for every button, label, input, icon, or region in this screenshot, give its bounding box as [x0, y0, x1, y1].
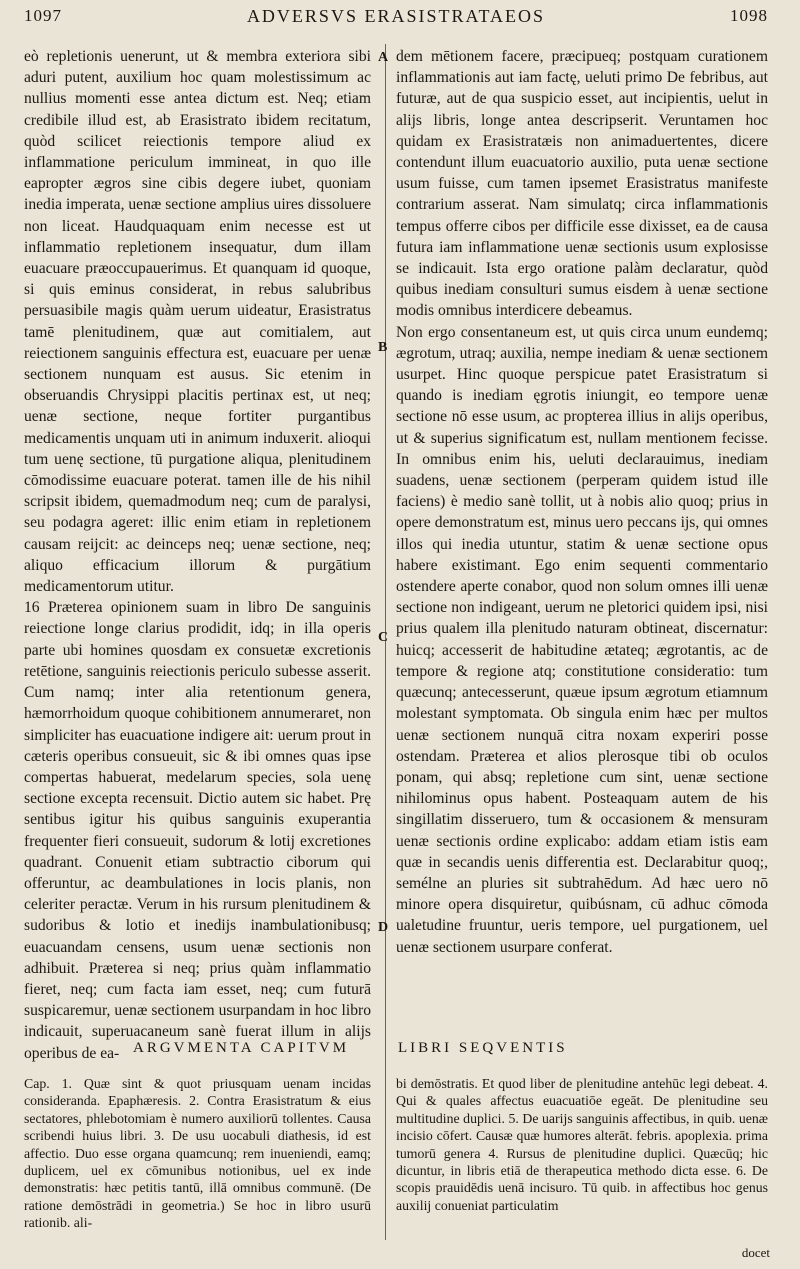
section-title-left: ARGVMENTA CAPITVM: [133, 1040, 350, 1056]
summary-right-text: bi demōstratis. Et quod liber de plenitudine antehūc legi debeat. 4. Qui & quales affectus euacuatiōe egeāt. De plenitudine seu multitudine duplici. 5. De uarijs sanguinis affectibus, in quib. uenæ incisio cōfert. Causæ quæ humores alterāt. febris. apoplexia. prima tumorū genera 4. Rursus de plenitudine duplici. Quæcūq; hic dicuntur, in libris etiā de therapeutica methodo dicta esse. 6. De scopis prauidēdis uenā incisuro. Tū quib. in affectibus hoc genus auxilij conueniat particulatim: [396, 1076, 768, 1213]
page-number-right: 1098: [730, 6, 768, 25]
margin-letter-a: A: [378, 50, 389, 65]
right-text-column: [396, 46, 768, 1014]
page-header: [24, 6, 768, 36]
right-paragraph-2: Non ergo consentaneum est, ut quis circa unum eundemq; ægrotum, utraq; auxilia, nempe inediam & uenæ sectionem usurpet. Hinc quoque perspicue patet Erasistratum si quando is inediam ęgrotis iniungit, eo tempore uenæ sectione nō esse usum, ac propterea illius in alijs operibus, ut & superius significatum est, nullam mentionem fecisse. In omnibus enim his, ueluti declarauimus, inediam suadens, uenæ sectionem (perperam quidem istud ille faciens) è medio sanè tollit, ut à nobis alio quoq; prius in opere demonstratum est, minus uero peccans ijs, qui omnes illos qui inedia utuntur, statim & uenæ sectione opus habere existimant. Ego enim sequenti commentario ostendere aperte conabor, quod non solum omnes illi uenæ sectione non indigeant, uerum ne pletorici quidem ipsi, nisi prius qualem illa plenitudo naturam obtineat, discernatur: huicq; accesserit de habitudine ætateq; ægrotantis, ac de tempore & regione atq; constitutione consideratio: tum quæcunq; antecesserunt, quæue ipsum ægrotum etiamnum molestant symptomata. Ob singula enim hæc per multos uenæ sectionem nunquā citra noxam experiri posse ostendam. Præterea et alios plerosque tibi ob oculos ponam, qui absq; repletione cum sint, uenæ sectione nihilominus opus habent. Posteaquam autem de his singillatim disseruero, tum & occasionem & mensuram uenæ sectionis ordine explicabo: addam etiam istis eam quæ in secandis uenis differentia est. Declarabitur quoq;, semélne an pluries sit subtrahēdum. Ad hæc uero nō minore opera disquiretur, quibúsnam, cū adhuc cōmoda ualetudine fruuntur, ueris tempore, uel purgationem, uel uenæ sectionem usurpare conferat.: [396, 323, 768, 956]
right-paragraph-1: dem mētionem facere, præcipueq; postquam curationem inflammationis aut iam factę, ueluti primo De febribus, aut futuræ, aut de qua suspicio esset, aut incipientis, uelut in alijs libris, longe antea descripserit. Veruntamen hoc quidam ex Erasistratæis non animaduertentes, dicere contendunt illum euacuatorio auxilio, puta uenæ sectione usum fuisse, cum tamen ipsemet Erasistratus manifeste contrarium asserat. Nam simulatq; circa inflammationis tempus offerre cibos per difficile esse dixisset, ea de causa futura iam inflammatione uenæ sectionis usum explosisse se indicauit. Ista ergo oratione palàm declaratur, quòd quibus inediam consulturi sumus eisdem à uenæ sectione modis omnibus interdicere debeamus.: [396, 48, 768, 320]
page-number-left: 1097: [24, 6, 62, 25]
chapter-summary-right: [396, 1075, 768, 1245]
margin-letter-c: C: [378, 630, 389, 645]
chapter-summary-left: [24, 1075, 371, 1245]
section-title-right: LIBRI SEQVENTIS: [398, 1040, 568, 1056]
summary-left-text: Cap. 1. Quæ sint & quot priusquam uenam incidas consideranda. Epaphæresis. 2. Contra Erasistratum & eius sectatores, phlebotomiam è numero auxiliorū tollentes. Causa scribendi huius libri. 3. De usu uocabuli diathesis, id est affectio. Duo esse organa quamcunq; rem inueniendi, eamq; duplicem, uel ex cōmunibus notionibus, uel ex inde demonstratis: hæc petitis tantū, illā omnibus communē. (De ratione demōstrādi in geometria.) Se hoc in libro usurū rationib. ali-: [24, 1076, 371, 1231]
catchword: docet: [741, 1245, 770, 1260]
margin-letter-d: D: [378, 920, 389, 935]
margin-letter-b: B: [378, 340, 388, 355]
running-head: ADVERSVS ERASISTRATAEOS: [246, 6, 546, 26]
left-paragraph-1: eò repletionis uenerunt, ut & membra exteriora sibi aduri putent, auxilium hoc quam molestissimum ac nullius momenti esse antea dictum est. Neq; etiam credibile illud est, ab Erasistrato ibidem recitatum, quòd scilicet reiectionis tempore aliud ex inflammatione periculum immineat, in quo ille eapropter ægros sine cibis degere iubet, quoniam inedia imperata, uenæ sectione amplius uires dissoluere non liceat. Haudquaquam enim necesse est ut inflammatio repletionem insequatur, dum illam euacuare præoccupauerimus. Et quanquam id quoque, si quis eminus considerat, in rebus salubribus persuasibile magis quàm uerum uideatur, Erasistratus tamē plenitudinem, quæ aut comitialem, aut reiectionem sanguinis effectura est, euacuare per uenæ sectionem nunquam est ausus. Sic etenim in obseruandis Chrysippi placitis pertinax est, ut neq; uenæ sectione, neque fortiter purgantibus medicamentis unquam uti in animum induxerit. alioqui tum uenę sectione, tū purgatione aliqua, plenitudinem cōmodissime euacuare poterat. tamen ille de his nihil scripsit ibidem, quemadmodum neq; cum de paralysi, seu podagra ageret: illic enim etiam in repletionem causam reijcit: ac deinceps neq; uenæ sectione, neq; aliquo efficacium illorum & purgātium medicamentorum utitur.: [24, 48, 371, 596]
left-paragraph-2: 16 Præterea opinionem suam in libro De sanguinis reiectione longe clarius prodidit, idq; in illa operis parte ubi homines quosdam ex consuetæ excretionis retētione, sanguinis reiectionis periculo subesse asserit. Cum namq; inter alia retentionum genera, hæmorrhoidum quoque cohibitionem annumeraret, non simpliciter has euacuatione indigere ait: uerum prout in cæteris operibus consueuit, sic & ibi omnes quas ipse compertas habuerat, medelarum species, sola uenę sectione excepta recensuit. Dictio autem sic habet. Prę sentibus igitur his quibus sanguinis exuperantia frequenter fieri consueuit, sudorum & lotij excretiones quadrant. Conuenit etiam subtractio ciborum qui offeruntur, ac deambulationes in locis planis, non celeriter peractæ. Verum in his rursum plenitudinem & sudoribus & lotio et inedijs inambulationibusq; euacuandam censens, usum uenæ sectionis non adhibuit. Præterea si neq; prius quàm inflammatio fieret, neq; cum facta iam esset, neq; cum futurā suspicaremur, uenæ sectionem usurpandam in hoc libro indicauit, superuacaneum sanè fuerat illum in alijs operibus de ea-: [24, 599, 371, 1062]
